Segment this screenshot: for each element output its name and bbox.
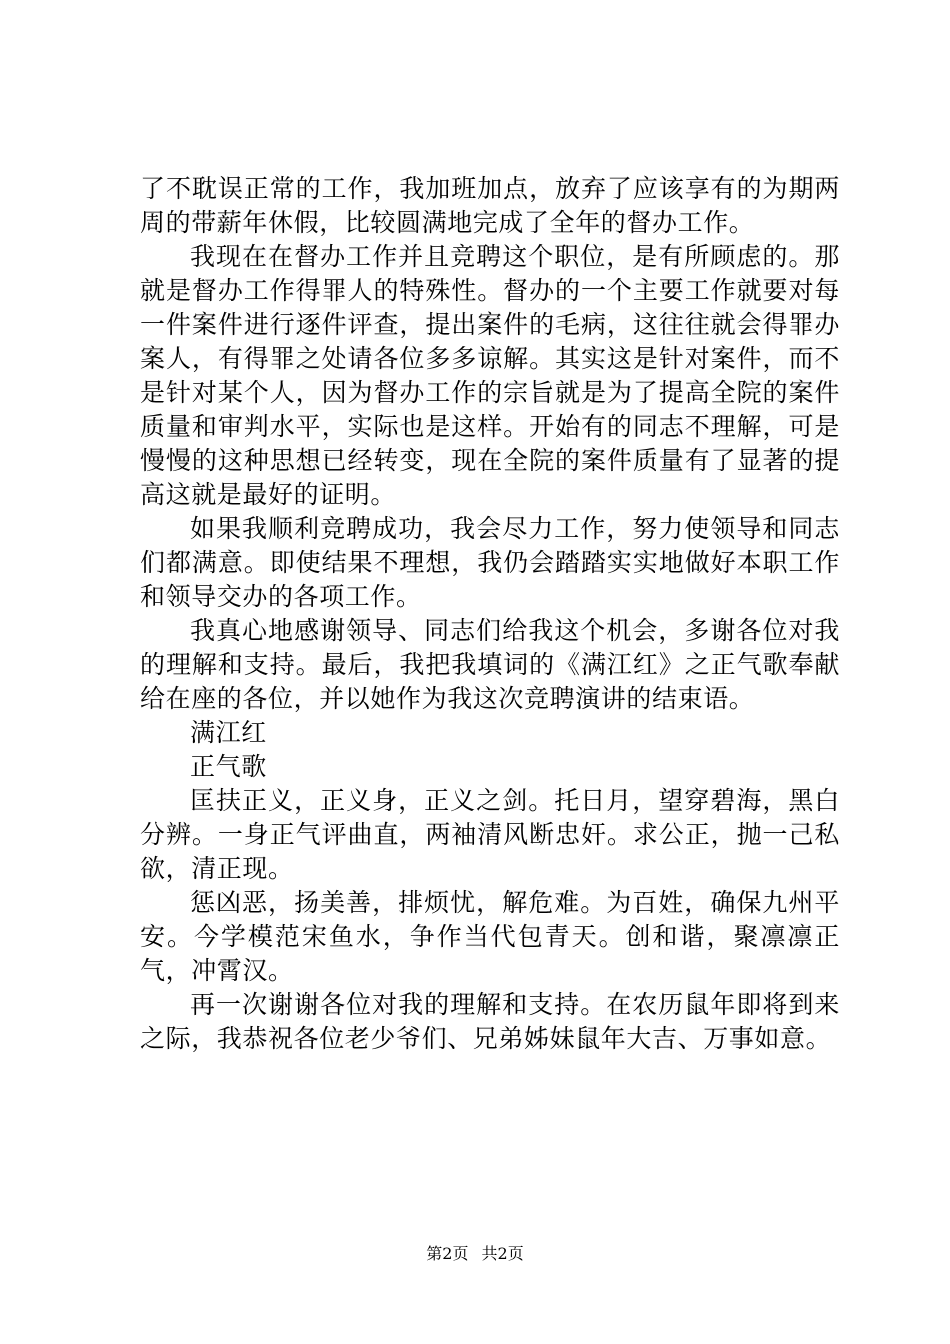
document-body bbox=[140, 172, 840, 1056]
paragraph-continuation: 了不耽误正常的工作，我加班加点，放弃了应该享有的为期两周的带薪年休假，比较圆满地完成了全年的督办工作。 bbox=[140, 174, 840, 237]
paragraph-thanks: 我真心地感谢领导、同志们给我这个机会，多谢各位对我的理解和支持。最后，我把我填词的《满江红》之正气歌奉献给在座的各位，并以她作为我这次竞聘演讲的结束语。 bbox=[140, 616, 840, 713]
poem-stanza-1: 匡扶正义，正义身，正义之剑。托日月，望穿碧海，黑白分辨。一身正气评曲直，两袖清风断忠奸。求公正，抛一己私欲，清正现。 bbox=[140, 786, 840, 883]
poem-title: 正气歌 bbox=[190, 752, 267, 781]
page-footer bbox=[0, 1244, 950, 1264]
paragraph-supervision-concerns: 我现在在督办工作并且竞聘这个职位，是有所顾虑的。那就是督办工作得罪人的特殊性。督办的一个主要工作就要对每一件案件进行逐件评查，提出案件的毛病，这往往就会得罪办案人，有得罪之处请各位多多谅解。其实这是针对案件，而不是针对某个人，因为督办工作的宗旨就是为了提高全院的案件质量和审判水平，实际也是这样。开始有的同志不理解，可是慢慢的这种思想已经转变，现在全院的案件质量有了显著的提高这就是最好的证明。 bbox=[140, 242, 840, 509]
paragraph-closing: 再一次谢谢各位对我的理解和支持。在农历鼠年即将到来之际，我恭祝各位老少爷们、兄弟姊妹鼠年大吉、万事如意。 bbox=[140, 990, 840, 1053]
paragraph-if-successful: 如果我顺利竞聘成功，我会尽力工作，努力使领导和同志们都满意。即使结果不理想，我仍会踏踏实实地做好本职工作和领导交办的各项工作。 bbox=[140, 514, 840, 611]
current-page-number: 第2页 bbox=[426, 1244, 469, 1263]
poem-stanza-2: 惩凶恶，扬美善，排烦忧，解危难。为百姓，确保九州平安。今学模范宋鱼水，争作当代包青天。创和谐，聚凛凛正气，冲霄汉。 bbox=[140, 888, 840, 985]
total-page-count: 共2页 bbox=[481, 1244, 524, 1263]
poem-tune-title: 满江红 bbox=[190, 718, 267, 747]
